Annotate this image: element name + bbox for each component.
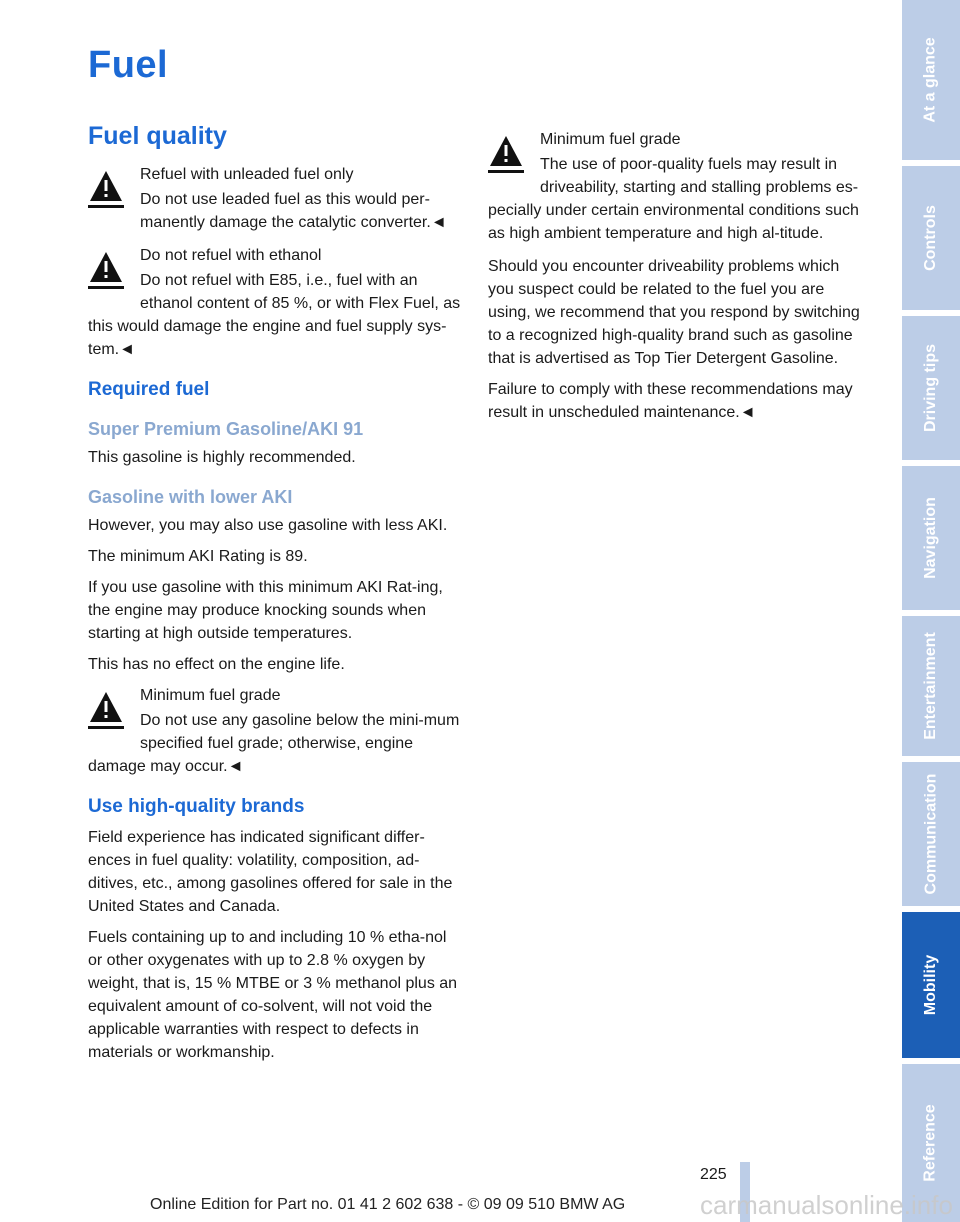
required-fuel-heading: Required fuel bbox=[88, 379, 210, 400]
watermark: carmanualsonline.info bbox=[700, 1190, 953, 1220]
warning-title: Minimum fuel grade bbox=[140, 687, 281, 704]
left-column bbox=[88, 122, 464, 1072]
page-title: Fuel bbox=[88, 44, 169, 86]
warning-body: Do not use leaded fuel as this would per-manently damage the catalytic converter.◄ bbox=[140, 191, 447, 231]
recommendation-paragraph: Should you encounter driveability problems which you suspect could be related to the fuel you are using, we recommend that you respond by switching to a recognized high-quality brand such as gasoline that is advertised as Top Tier Detergent Gasoline. bbox=[488, 258, 860, 367]
lower-aki-paragraph: The minimum AKI Rating is 89. bbox=[88, 548, 308, 565]
tab-driving-tips[interactable]: Driving tips bbox=[902, 316, 960, 460]
tab-communication[interactable]: Communication bbox=[902, 762, 960, 906]
tab-controls[interactable]: Controls bbox=[902, 166, 960, 310]
right-column bbox=[488, 128, 864, 432]
warning-ethanol bbox=[88, 244, 464, 361]
page-number: 225 bbox=[700, 1166, 727, 1183]
lower-aki-paragraph: If you use gasoline with this minimum AKI Rat-ing, the engine may produce knocking sounds when starting at high outside temperatures. bbox=[88, 579, 443, 642]
chapter-tabs bbox=[902, 0, 960, 1222]
warning-triangle-icon bbox=[88, 688, 132, 732]
tab-navigation[interactable]: Navigation bbox=[902, 466, 960, 610]
warning-poor-quality bbox=[488, 128, 864, 245]
super-premium-text: This gasoline is highly recommended. bbox=[88, 449, 356, 466]
recommendation-paragraph: Failure to comply with these recommendations may result in unscheduled maintenance.◄ bbox=[488, 381, 853, 421]
warning-body: Do not refuel with E85, i.e., fuel with an ethanol content of 85 %, or with Flex Fuel, as this would damage the engine and fuel supply sys-tem.◄ bbox=[88, 272, 461, 358]
lower-aki-paragraph: However, you may also use gasoline with less AKI. bbox=[88, 517, 448, 534]
lower-aki-paragraph: This has no effect on the engine life. bbox=[88, 656, 345, 673]
brands-paragraph: Field experience has indicated significant differ-ences in fuel quality: volatility, composition, ad-ditives, etc., among gasolines offered for sale in the United States and Canada. bbox=[88, 829, 453, 915]
warning-body: The use of poor-quality fuels may result in driveability, starting and stalling problems es-pecially under certain environmental conditions such as high ambient temperature and high al-titude. bbox=[488, 156, 859, 242]
tab-mobility[interactable]: Mobility bbox=[902, 912, 960, 1058]
super-premium-heading: Super Premium Gasoline/AKI 91 bbox=[88, 419, 364, 439]
fuel-quality-heading: Fuel quality bbox=[88, 122, 227, 150]
warning-triangle-icon bbox=[488, 132, 532, 176]
lower-aki-heading: Gasoline with lower AKI bbox=[88, 487, 293, 507]
warning-triangle-icon bbox=[88, 248, 132, 292]
warning-body: Do not use any gasoline below the mini-mum specified fuel grade; otherwise, engine damage may occur.◄ bbox=[88, 712, 460, 775]
warning-triangle-icon bbox=[88, 167, 132, 211]
brands-heading: Use high-quality brands bbox=[88, 796, 305, 817]
tab-entertainment[interactable]: Entertainment bbox=[902, 616, 960, 756]
footer-edition: Online Edition for Part no. 01 41 2 602 638 - © 09 09 510 BMW AG bbox=[150, 1196, 626, 1213]
warning-title: Minimum fuel grade bbox=[540, 131, 681, 148]
warning-title: Refuel with unleaded fuel only bbox=[140, 166, 354, 183]
warning-minimum-grade bbox=[88, 684, 464, 778]
warning-unleaded bbox=[88, 163, 464, 234]
tab-at-a-glance[interactable]: At a glance bbox=[902, 0, 960, 160]
tab-reference[interactable]: Reference bbox=[902, 1064, 960, 1222]
brands-paragraph: Fuels containing up to and including 10 % etha-nol or other oxygenates with up to 2.8 % oxygen by weight, that is, 15 % MTBE or 3 % methanol plus an equivalent amount of co-solvent, will not void the applicable warranties with respect to defects in materials or workmanship. bbox=[88, 929, 458, 1061]
warning-title: Do not refuel with ethanol bbox=[140, 247, 322, 264]
